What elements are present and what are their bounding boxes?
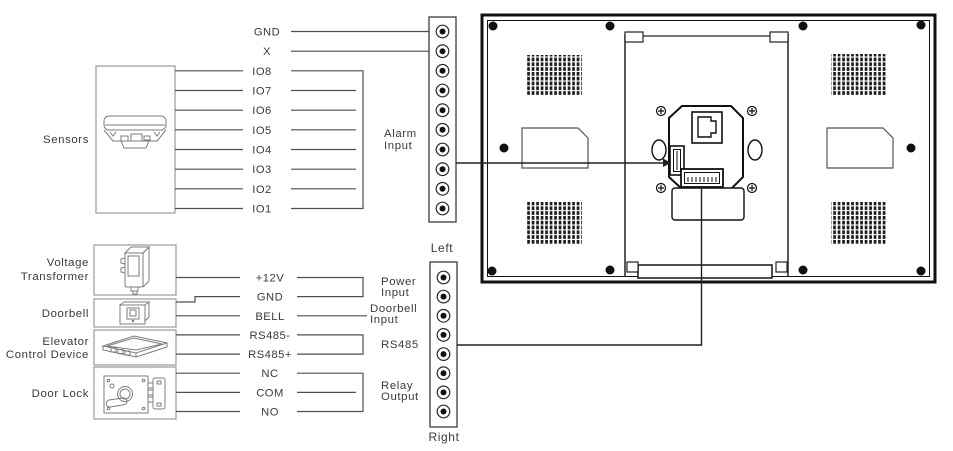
bottom-pin-labels [248,273,292,419]
pin-io5: IO5 [252,124,272,137]
power-input-label-1: Power [381,276,417,288]
relay-output-label-2: Output [381,391,419,403]
io-connector [681,169,723,187]
alarm-input-label-1: Alarm [384,128,417,140]
pin-com: COM [256,387,284,400]
doorbell-box [94,299,176,327]
mount-tab-bottom-right [776,262,787,272]
alarm-terminal-block [429,17,456,222]
doorbell-device [42,299,176,327]
elevator-control-label-1: Elevator [42,336,89,348]
pin-io4: IO4 [252,144,272,157]
pin-no: NO [261,406,279,419]
power-input-bracket [356,278,363,297]
relay-output-label-1: Relay [381,380,414,392]
rs485-bracket [356,335,363,354]
doorbell-label: Doorbell [41,308,89,320]
pin-io2: IO2 [252,183,272,196]
pin-rs485-minus: RS485- [249,329,291,342]
door-lock-device [32,367,176,419]
pin-x: X [263,46,271,59]
oval-hole-left [652,140,666,160]
pin-io3: IO3 [252,164,272,177]
pin-io7: IO7 [252,85,272,98]
pin-io6: IO6 [252,105,272,118]
top-pin-labels [252,27,280,216]
sensors-label: Sensors [43,134,89,146]
relay-output-bracket [356,373,363,411]
cutout-left [522,128,588,168]
indoor-monitor-rear [482,15,935,282]
power-input-label-2: Input [381,287,410,299]
pin-nc: NC [261,368,279,381]
pin-gnd-top: GND [253,26,281,39]
mount-bar-bottom [638,265,772,278]
doorbell-input-label-1: Doorbell [370,303,418,315]
speaker-grille-top-left [527,55,582,95]
pin-io8: IO8 [252,65,272,78]
voltage-transformer-label-1: Voltage [46,257,89,269]
bottom-pin-rows [176,273,419,419]
top-pin-rows [175,27,429,216]
mount-tab-bottom-left [627,262,638,272]
alarm-input-label-2: Input [384,140,413,152]
pin-bell: BELL [255,310,285,323]
mount-tab-top-right [770,32,788,42]
pin-12v: +12V [255,272,285,285]
right-side-label: Right [428,430,460,444]
elevator-control-label-2: Control Device [5,349,89,361]
elevator-control-device [6,330,176,365]
pin-gnd-bottom: GND [256,291,284,304]
speaker-grille-bottom-left [527,202,582,244]
mount-tab-top-left [625,32,643,42]
cutout-right [827,128,893,168]
alarm-input-bracket [356,71,363,209]
pin-io1: IO1 [252,203,272,216]
sensors-box [96,66,175,213]
speaker-grille-top-right [831,54,887,95]
io-terminal-block [428,241,459,444]
module-compartment [672,188,744,220]
rs485-label: RS485 [381,339,419,351]
pin-rs485-plus: RS485+ [248,349,292,362]
door-lock-box [94,367,176,419]
left-side-label: Left [430,241,454,255]
voltage-transformer-device [21,245,176,295]
doorbell-input-label-2: Input [370,314,399,326]
voltage-transformer-label-2: Transformer [20,271,89,283]
door-lock-label: Door Lock [31,388,89,400]
elevator-control-box [94,330,176,365]
speaker-grille-bottom-right [831,202,887,244]
wire-gnd-bottom [176,297,240,302]
sensors-device [43,66,175,213]
oval-hole-right [748,140,762,160]
